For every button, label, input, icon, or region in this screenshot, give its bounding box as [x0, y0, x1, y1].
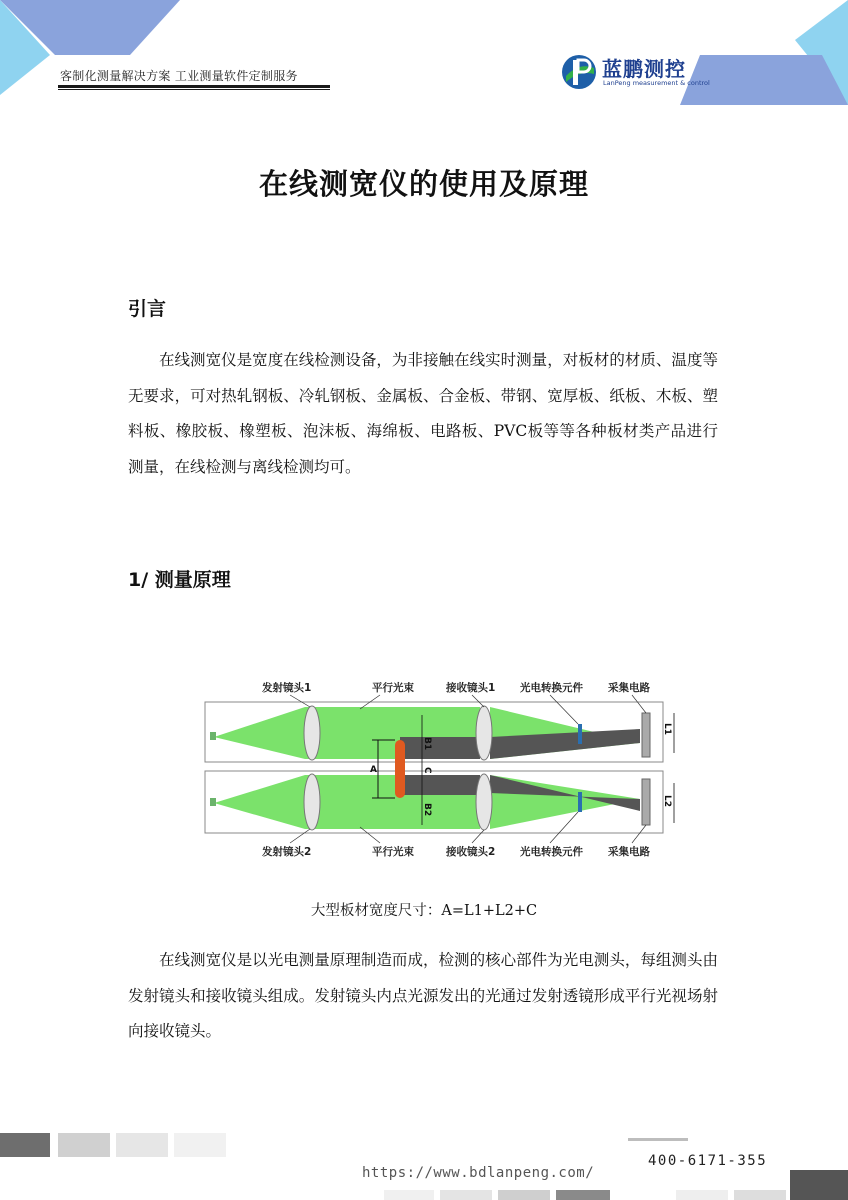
- measurement-principle-diagram: [200, 675, 680, 860]
- label-circuit-1: 采集电路: [608, 682, 650, 694]
- logo-text-cn: 蓝鹏测控: [602, 57, 686, 81]
- document-title: 在线测宽仪的使用及原理: [258, 167, 589, 201]
- dim-a-label: A: [370, 765, 377, 775]
- label-receiver-1: 接收镜头1: [446, 682, 496, 694]
- dim-b2-label: B2: [422, 803, 432, 817]
- header-rule: [58, 85, 330, 88]
- header-tagline: 客制化测量解决方案 工业测量软件定制服务: [60, 69, 298, 83]
- header-decoration: [0, 0, 848, 110]
- diagram-caption: 大型板材宽度尺寸：A=L1+L2+C: [310, 903, 538, 919]
- principle-paragraph: 在线测宽仪是以光电测量原理制造而成，检测的核心部件为光电测头，每组测头由发射镜头和接收镜头组成。发射镜头内点光源发出的光通过发射透镜形成平行光视场射向接收镜头。: [128, 951, 718, 1040]
- footer-phone: 400-6171-355: [648, 1153, 768, 1169]
- label-circuit-2: 采集电路: [608, 846, 650, 858]
- label-receiver-2: 接收镜头2: [446, 846, 496, 858]
- dim-l2-label: L2: [662, 795, 672, 807]
- dim-c-label: C: [422, 767, 432, 774]
- header-rule-thin: [58, 89, 330, 90]
- label-emitter-2: 发射镜头2: [262, 846, 312, 858]
- label-beam-1: 平行光束: [372, 682, 414, 694]
- plate-shape: [395, 740, 405, 798]
- label-beam-2: 平行光束: [372, 846, 414, 858]
- label-converter-1: 光电转换元件: [520, 682, 583, 694]
- footer-url: https://www.bdlanpeng.com/: [362, 1165, 595, 1181]
- label-emitter-1: 发射镜头1: [262, 682, 312, 694]
- intro-paragraph: 在线测宽仪是宽度在线检测设备，为非接触在线实时测量，对板材的材质、温度等无要求，可对热轧钢板、冷轧钢板、金属板、合金板、带钢、宽厚板、纸板、木板、塑料板、橡胶板、橡塑板、泡沫板、海绵板、电路板、PVC板等等各种板材类产品进行测量，在线检测与离线检测均可。: [128, 351, 718, 476]
- dim-b1-label: B1: [422, 737, 432, 751]
- label-converter-2: 光电转换元件: [520, 846, 583, 858]
- principle-heading: 1/ 测量原理: [128, 569, 231, 591]
- logo-text-en: LanPeng measurement & control: [603, 79, 710, 87]
- logo-mark-icon: [560, 52, 598, 92]
- intro-heading: 引言: [128, 298, 167, 320]
- company-logo: [560, 52, 710, 94]
- dim-l1-label: L1: [662, 723, 672, 735]
